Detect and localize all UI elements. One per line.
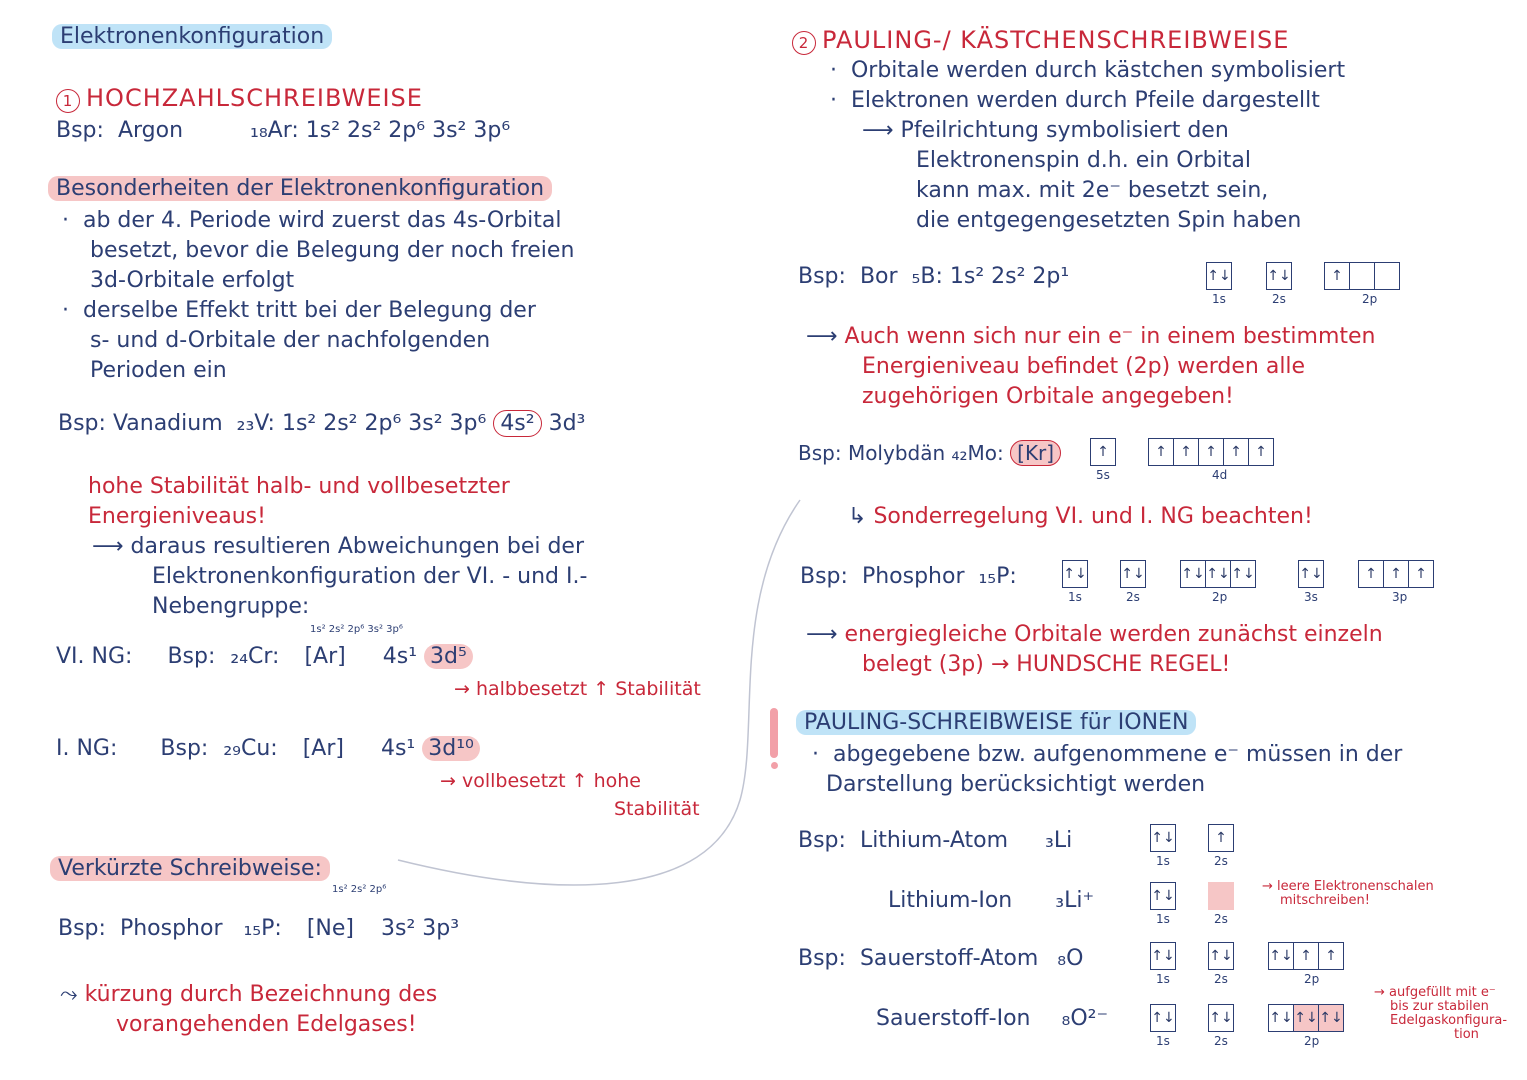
bor-label-1s: 1s	[1212, 292, 1226, 306]
stability-consequence: ⟶ daraus resultieren Abweichungen bei der Elektronenkonfiguration der VI. - und I.- Nebengruppe:	[92, 534, 588, 619]
p-box-2s: ↑↓	[1120, 560, 1145, 588]
exclamation-icon	[770, 708, 778, 758]
connector-curve	[380, 480, 820, 900]
li-atom-row: Bsp: Lithium-Atom ₃Li	[798, 828, 1073, 853]
o-atom-box-2s: ↑↓	[1208, 942, 1233, 970]
cu-note-1: → vollbesetzt ↑ hohe	[440, 770, 641, 792]
phosphor-box-example: Bsp: Phosphor ₁₅P:	[800, 564, 1017, 589]
stability-note: hohe Stabilität halb- und vollbesetzter Energieniveaus!	[88, 474, 510, 529]
li-ion-label-2s: 2s	[1214, 912, 1228, 926]
p-label-2p: 2p	[1212, 590, 1228, 604]
o-atom-box-1s: ↑↓	[1150, 942, 1175, 970]
p-label-3p: 3p	[1392, 590, 1408, 604]
bor-box-1s: ↑↓	[1206, 262, 1231, 290]
o-ion-row: Sauerstoff-Ion ₈O²⁻	[876, 1006, 1109, 1031]
p-label-3s: 3s	[1304, 590, 1318, 604]
o-atom-label-1s: 1s	[1156, 972, 1170, 986]
bor-example: Bsp: Bor ₅B: 1s² 2s² 2p¹	[798, 264, 1070, 289]
o-atom-row: Bsp: Sauerstoff-Atom ₈O	[798, 946, 1084, 971]
hund-note: ⟶ energiegleiche Orbitale werden zunächst einzeln belegt (3p) → HUNDSCHE REGEL!	[806, 622, 1383, 677]
spin-explanation: ⟶ Pfeilrichtung symbolisiert den Elektronenspin d.h. ein Orbital kann max. mit 2e⁻ besetzt sein, die entgegengesetzten Spin haben	[862, 118, 1302, 233]
li-atom-box-2s: ↑	[1208, 824, 1233, 852]
bor-box-2s: ↑↓	[1266, 262, 1291, 290]
li-atom-label-1s: 1s	[1156, 854, 1170, 868]
cr-core-expansion: 1s² 2s² 2p⁶ 3s² 3p⁶	[310, 624, 403, 635]
o-atom-box-2p: ↑↓ ↑ ↑	[1268, 942, 1343, 970]
chromium-example: VI. NG: Bsp: ₂₄Cr: [Ar] 4s¹ 3d⁵	[56, 644, 473, 669]
li-ion-row: Lithium-Ion ₃Li⁺	[888, 888, 1095, 913]
p-box-2p: ↑↓ ↑↓ ↑↓	[1180, 560, 1255, 588]
p-box-3s: ↑↓	[1298, 560, 1323, 588]
bor-note: ⟶ Auch wenn sich nur ein e⁻ in einem bestimmten Energieniveau befindet (2p) werden alle zugehörigen Orbitale angegeben!	[806, 324, 1376, 409]
molybdan-example: Bsp: Molybdän ₄₂Mo: [Kr]	[798, 440, 1061, 466]
mo-note: ↳ Sonderregelung VI. und I. NG beachten!	[848, 504, 1313, 529]
li-ion-box-1s: ↑↓	[1150, 882, 1175, 910]
o-ion-box-2s: ↑↓	[1208, 1004, 1233, 1032]
cr-note: → halbbesetzt ↑ Stabilität	[454, 678, 701, 700]
besonderheiten-bullet-1: · ab der 4. Periode wird zuerst das 4s-Orbital besetzt, bevor die Belegung der noch freien 3d-Orbitale erfolgt	[62, 208, 575, 293]
verkuerzt-note: ⤳ kürzung durch Bezeichnung des vorangehenden Edelgases!	[60, 982, 438, 1037]
section-1-heading: 1 HOCHZAHLSCHREIBWEISE	[56, 84, 423, 113]
p-box-1s: ↑↓	[1062, 560, 1087, 588]
p-label-2s: 2s	[1126, 590, 1140, 604]
o-atom-label-2s: 2s	[1214, 972, 1228, 986]
section-2-heading: 2 PAULING-/ KÄSTCHENSCHREIBWEISE	[792, 26, 1289, 55]
argon-example: Bsp: Argon ₁₈Ar: 1s² 2s² 2p⁶ 3s² 3p⁶	[56, 118, 511, 143]
mo-label-4d: 4d	[1212, 468, 1228, 482]
o-ion-box-2p: ↑↓ ↑↓ ↑↓	[1268, 1004, 1343, 1032]
besonderheiten-bullet-2: · derselbe Effekt tritt bei der Belegung der s- und d-Orbitale der nachfolgenden Perioden ein	[62, 298, 536, 383]
li-atom-box-1s: ↑↓	[1150, 824, 1175, 852]
verkuerzt-heading: Verkürzte Schreibweise:	[50, 856, 330, 881]
bor-label-2p: 2p	[1362, 292, 1378, 306]
bor-label-2s: 2s	[1272, 292, 1286, 306]
li-ion-label-1s: 1s	[1156, 912, 1170, 926]
ionen-description: · abgegebene bzw. aufgenommene e⁻ müssen in der Darstellung berücksichtigt werden	[812, 742, 1403, 797]
p-label-1s: 1s	[1068, 590, 1082, 604]
cu-note-2: Stabilität	[614, 798, 700, 820]
besonderheiten-heading: Besonderheiten der Elektronenkonfiguration	[48, 176, 552, 201]
o-ion-label-1s: 1s	[1156, 1034, 1170, 1048]
p-box-3p: ↑ ↑ ↑	[1358, 560, 1433, 588]
bor-box-2p: ↑	[1324, 262, 1399, 290]
li-atom-label-2s: 2s	[1214, 854, 1228, 868]
o-ion-label-2p: 2p	[1304, 1034, 1320, 1048]
mo-label-5s: 5s	[1096, 468, 1110, 482]
vanadium-example: Bsp: Vanadium ₂₃V: 1s² 2s² 2p⁶ 3s² 3p⁶ 4s² 3d³	[58, 411, 586, 436]
pauling-bullets: · Orbitale werden durch kästchen symbolisiert · Elektronen werden durch Pfeile dargestellt	[830, 58, 1346, 113]
ne-core-expansion: 1s² 2s² 2p⁶	[332, 884, 387, 895]
exclamation-dot	[771, 762, 778, 769]
page-title: Elektronenkonfiguration	[52, 24, 332, 49]
phosphor-short-example: Bsp: Phosphor ₁₅P: [Ne] 3s² 3p³	[58, 916, 460, 941]
li-ion-note: → leere Elektronenschalen mitschreiben!	[1262, 879, 1434, 908]
o-ion-box-1s: ↑↓	[1150, 1004, 1175, 1032]
o-ion-note: → aufgefüllt mit e⁻ bis zur stabilen Edelgaskonfigura- tion	[1374, 985, 1508, 1042]
mo-box-5s: ↑	[1090, 438, 1115, 466]
ionen-heading: PAULING-SCHREIBWEISE für IONEN	[796, 710, 1196, 735]
o-ion-label-2s: 2s	[1214, 1034, 1228, 1048]
li-ion-box-2s	[1208, 882, 1233, 910]
mo-box-4d: ↑ ↑ ↑ ↑ ↑	[1148, 438, 1273, 466]
copper-example: I. NG: Bsp: ₂₉Cu: [Ar] 4s¹ 3d¹⁰	[56, 736, 480, 761]
o-atom-label-2p: 2p	[1304, 972, 1320, 986]
